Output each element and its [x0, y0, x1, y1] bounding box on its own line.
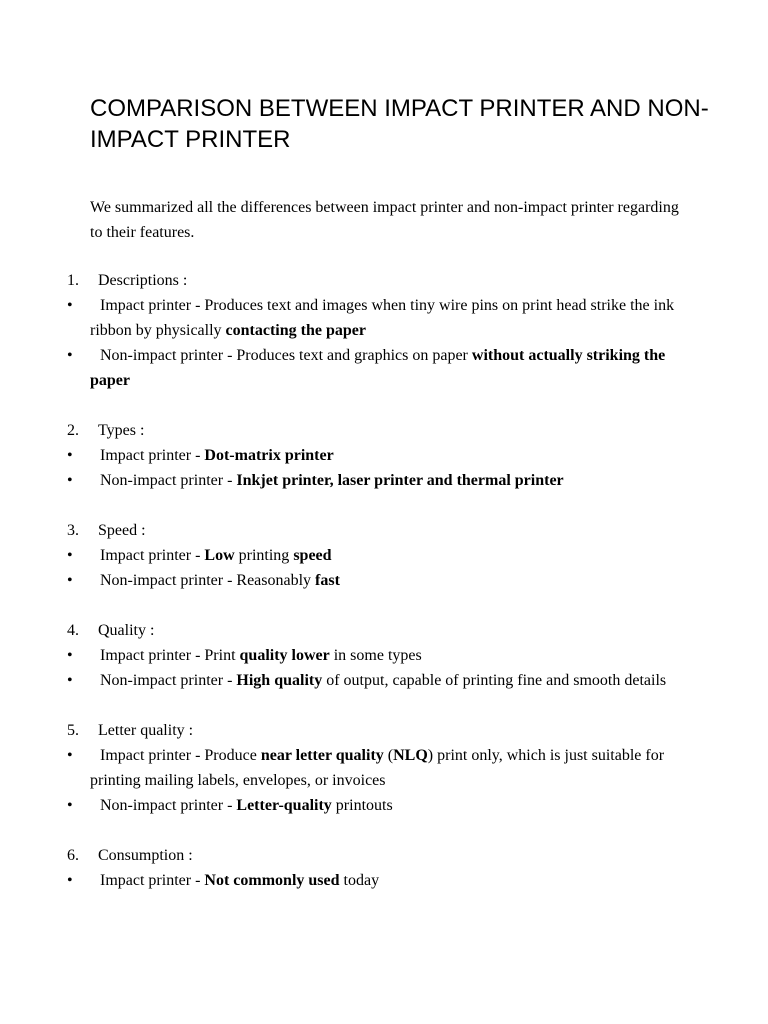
section: [0, 418, 768, 493]
text-run: (: [383, 747, 394, 764]
bullet-item: [0, 743, 768, 793]
bullet-icon: •: [67, 472, 73, 489]
section-heading-text: Letter quality :: [98, 722, 194, 739]
bold-phrase: speed: [293, 547, 332, 564]
bullet-text: [90, 543, 708, 568]
bullet-text: [90, 468, 708, 493]
bullet-icon: •: [67, 872, 73, 889]
bullet-item: [0, 868, 768, 893]
bold-phrase: Dot-matrix printer: [204, 447, 334, 464]
bullet-item: [0, 793, 768, 818]
text-run: Non-impact printer - Produces text and graphics on paper: [100, 347, 472, 364]
section-heading: [0, 618, 768, 643]
bullet-item: [0, 543, 768, 568]
section-number: 2.: [67, 422, 79, 439]
bullet-text: [90, 293, 708, 343]
text-run: Impact printer - Print: [100, 647, 240, 664]
bold-phrase: Letter-quality: [236, 797, 332, 814]
text-run: ) print only, which is just suitable for printing mailing labels, envelopes, or invoices: [90, 747, 665, 789]
bold-phrase: fast: [315, 572, 340, 589]
section: [0, 268, 768, 393]
bullet-icon: •: [67, 297, 73, 314]
bullet-icon: •: [67, 647, 73, 664]
bold-phrase: Not commonly used: [204, 872, 340, 889]
section: [0, 618, 768, 693]
bullet-text: [90, 668, 708, 693]
bold-phrase: Low: [204, 547, 235, 564]
text-run: Impact printer -: [100, 447, 205, 464]
bold-phrase: near letter quality: [260, 747, 384, 764]
bullet-item: [0, 343, 768, 393]
text-run: Impact printer -: [100, 872, 205, 889]
section-number: 1.: [67, 272, 79, 289]
bold-phrase: quality lower: [239, 647, 330, 664]
text-run: of output, capable of printing fine and smooth details: [322, 672, 667, 689]
section-number: 5.: [67, 722, 79, 739]
text-run: today: [339, 872, 380, 889]
bullet-text: [90, 443, 708, 468]
text-run: printouts: [331, 797, 393, 814]
section: [0, 843, 768, 893]
bullet-text: [90, 643, 708, 668]
bullet-item: [0, 443, 768, 468]
bullet-icon: •: [67, 547, 73, 564]
bullet-item: [0, 568, 768, 593]
bold-phrase: without actually striking the paper: [90, 347, 666, 389]
bold-phrase: contacting the paper: [225, 322, 366, 339]
bullet-item: [0, 293, 768, 343]
section-heading: [0, 418, 768, 443]
section-heading-text: Types :: [98, 422, 145, 439]
section-number: 3.: [67, 522, 79, 539]
bullet-item: [0, 643, 768, 668]
bullet-text: [90, 568, 708, 593]
section-heading: [0, 518, 768, 543]
bullet-icon: •: [67, 672, 73, 689]
document-title: COMPARISON BETWEEN IMPACT PRINTER AND NON-IMPACT PRINTER: [90, 95, 709, 153]
bullet-text: [90, 868, 708, 893]
bullet-text: [90, 343, 708, 393]
bullet-text: [90, 793, 708, 818]
text-run: Non-impact printer -: [100, 672, 237, 689]
bullet-text: [90, 743, 708, 793]
section-number: 6.: [67, 847, 79, 864]
text-run: Impact printer - Produces text and images when tiny wire pins on print head strike the ink ribbon by physically: [90, 297, 675, 339]
bold-phrase: Inkjet printer, laser printer and thermal printer: [236, 472, 564, 489]
text-run: Non-impact printer -: [100, 797, 237, 814]
section-heading: [0, 268, 768, 293]
section-heading-text: Speed :: [98, 522, 146, 539]
section-heading-text: Descriptions :: [98, 272, 188, 289]
comparison-sections: [0, 268, 768, 918]
section-heading-text: Quality :: [98, 622, 155, 639]
bullet-icon: •: [67, 747, 73, 764]
section-heading: [0, 843, 768, 868]
intro-paragraph: We summarized all the differences between impact printer and non-impact printer regarding to their features.: [90, 199, 679, 241]
section: [0, 518, 768, 593]
bullet-item: [0, 668, 768, 693]
bullet-icon: •: [67, 347, 73, 364]
text-run: Impact printer - Produce: [100, 747, 261, 764]
text-run: Non-impact printer - Reasonably: [100, 572, 316, 589]
bullet-icon: •: [67, 797, 73, 814]
bold-phrase: High quality: [236, 672, 323, 689]
section-heading: [0, 718, 768, 743]
text-run: Impact printer -: [100, 547, 205, 564]
bullet-icon: •: [67, 572, 73, 589]
section-number: 4.: [67, 622, 79, 639]
bullet-icon: •: [67, 447, 73, 464]
bold-phrase: NLQ: [393, 747, 428, 764]
text-run: Non-impact printer -: [100, 472, 237, 489]
section-heading-text: Consumption :: [98, 847, 193, 864]
text-run: printing: [234, 547, 294, 564]
text-run: in some types: [329, 647, 422, 664]
bullet-item: [0, 468, 768, 493]
section: [0, 718, 768, 818]
